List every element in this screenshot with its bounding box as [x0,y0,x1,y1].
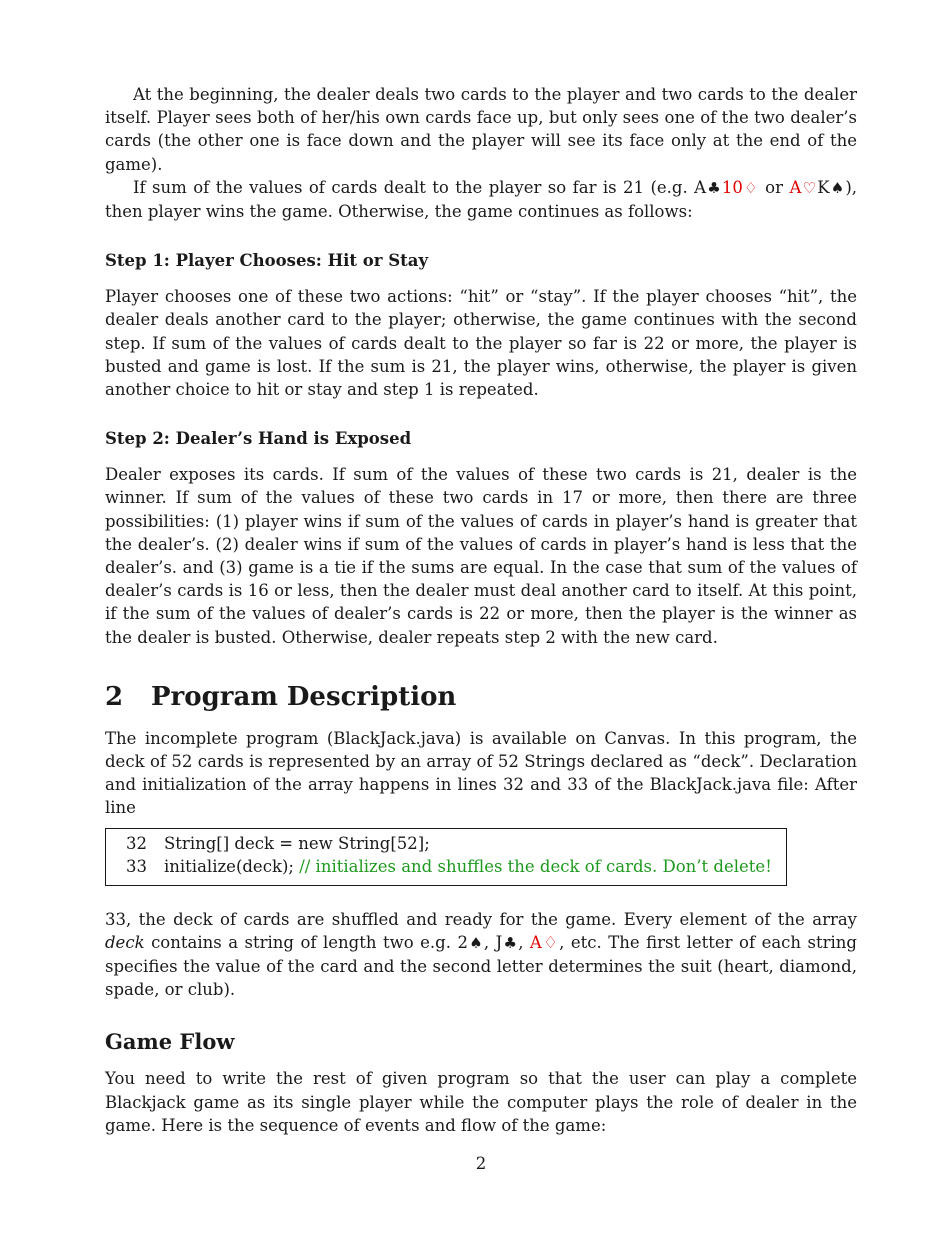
document-page [105,83,857,1137]
club-suit-icon: ♣ [502,933,519,952]
heart-suit-icon: ♡ [801,178,818,197]
intro-paragraph-2 [105,176,857,223]
text-part: , J [483,932,503,952]
text-part: 33, the deck of cards are shuffled and ready for the game. Every element of the array [105,909,857,929]
step1-body: Player chooses one of these two actions: “hit” or “stay”. If the player chooses “hit”, the dealer deals another card to the player; otherwise, the game continues with the second step. If sum of the values of cards dealt to the player so far is 22 or more, the player is busted and game is lost. If the sum is 21, the player wins, otherwise, the player is given another choice to hit or stay and step 1 is repeated. [105,287,857,400]
step2-body: Dealer exposes its cards. If sum of the values of these two cards is 21, dealer is the winner. If sum of the values of these two cards in 17 or more, then there are three possibilities: (1) player wins if sum of the values of cards in player’s hand is greater that the dealer’s. (2) dealer wins if sum of the values of cards in player’s hand is less that the dealer’s. and (3) game is a tie if the sums are equal. In the case that sum of the values of dealer’s cards is 16 or less, then the dealer must deal another card to itself. At this point, if the sum of the values of dealer’s cards is 22 or more, then the player is the winner as the dealer is busted. Otherwise, dealer repeats step 2 with the new card. [105,465,857,647]
text-part: , etc. The first letter of each string specifies the value of the card and the second letter determines the suit (heart, diamond, spade, or club). [105,932,857,1000]
section2-paragraph-2 [105,908,857,1002]
spade-suit-icon: ♠ [829,178,846,197]
intro-text-b: ), then player wins the game. Otherwise, the game continues as follows: [105,177,858,222]
spade-suit-icon: ♠ [467,933,484,952]
card-ten: 10 [721,177,743,197]
code-line-33 [126,855,786,879]
code-comment: // initializes and shuffles the deck of cards. Don’t delete! [299,857,772,877]
section-number: 2 [105,681,124,712]
code-text: String[] deck = new String[52]; [164,833,430,853]
intro-text-or: or [758,177,790,197]
line-number: 33 [126,857,147,877]
card-ace: A [789,177,802,197]
diamond-suit-icon: ♢ [742,178,759,197]
text-part: , [518,932,530,952]
deck-italic: deck [105,932,145,952]
ace-diamond-card: A♢ [529,932,560,952]
step1-heading: Step 1: Player Chooses: Hit or Stay [105,251,429,271]
code-listing [105,828,787,886]
intro-paragraph-1: At the beginning, the dealer deals two cards to the player and two cards to the dealer itself. Player sees both of her/his own cards face up, but only sees one of the two dealer’s cards (the other one is face down and the player will see its face only at the end of the game). [105,85,857,174]
step2-heading: Step 2: Dealer’s Hand is Exposed [105,429,412,449]
line-number: 32 [126,833,147,853]
code-text: initialize(deck); [164,857,300,877]
page-number: 2 [475,1154,487,1173]
intro-text-a: If sum of the values of cards dealt to the player so far is 21 (e.g. A [133,177,707,197]
section2-paragraph-1: The incomplete program (BlackJack.java) is available on Canvas. In this program, the deck of 52 cards is represented by an array of 52 Strings declared as “deck”. Declaration and initialization of the array happens in lines 32 and 33 of the BlackJack.java file: After line [105,728,857,818]
section-2-title [105,681,857,713]
section-title-text: Program Description [151,681,457,712]
game-flow-heading: Game Flow [105,1029,235,1055]
game-flow-body: You need to write the rest of given program so that the user can play a complete Blackjack game as its single player while the computer plays the role of dealer in the game. Here is the sequence of events and flow of the game: [105,1069,857,1135]
card-king: K [817,177,830,197]
code-line-32 [126,832,786,856]
text-part: contains a string of length two e.g. 2 [144,932,468,952]
club-suit-icon: ♣ [706,178,722,197]
